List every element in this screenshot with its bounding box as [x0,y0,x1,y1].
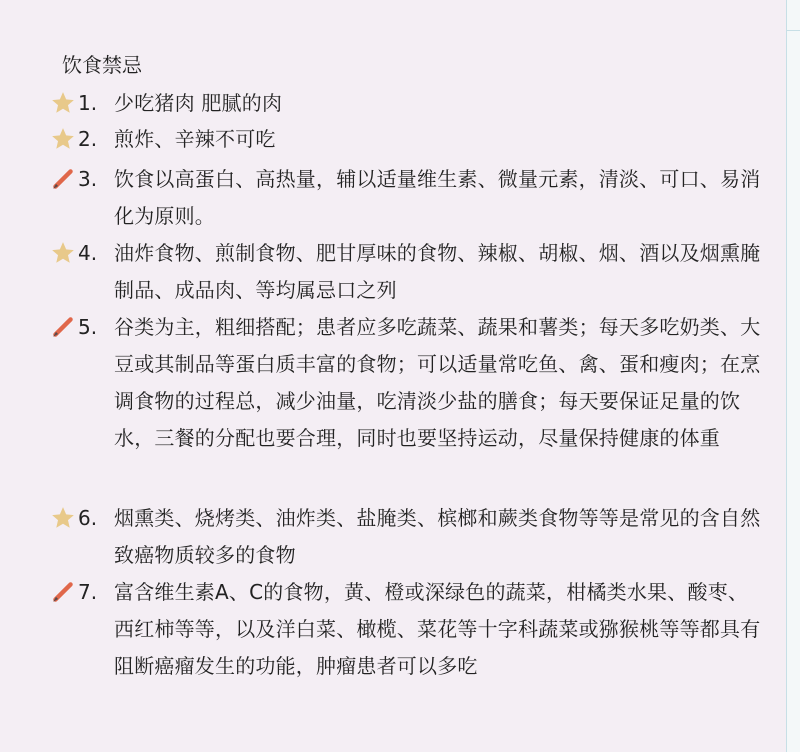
item-text: 少吃猪肉 肥腻的肉 [114,91,283,115]
pencil-icon [50,314,76,340]
pencil-icon [50,579,76,605]
item-text: 烟熏类、烧烤类、油炸类、盐腌类、槟榔和蕨类食物等等是常见的含自然致癌物质较多的食物 [114,506,761,567]
star-icon [50,240,76,266]
item-text: 煎炸、辛辣不可吃 [114,127,276,151]
page-title: 饮食禁忌 [62,53,142,77]
item-number: 3. [78,167,98,191]
pencil-icon [50,166,76,192]
item-number: 6. [78,506,98,530]
star-icon [50,90,76,116]
item-text: 饮食以高蛋白、高热量，辅以适量维生素、微量元素，清淡、可口、易消化为原则。 [114,167,761,228]
item-number: 4. [78,241,98,265]
item-text: 谷类为主，粗细搭配；患者应多吃蔬菜、蔬果和薯类；每天多吃奶类、大豆或其制品等蛋白质丰富的食物；可以适量常吃鱼、禽、蛋和瘦肉；在烹调食物的过程总，减少油量，吃清淡少盐的膳食；每天要保证足量的饮水，三餐的分配也要合理，同时也要坚持运动，尽量保持健康的体重 [114,315,761,450]
star-icon [50,126,76,152]
item-number: 5. [78,315,98,339]
item-text: 富含维生素A、C的食物，黄、橙或深绿色的蔬菜，柑橘类水果、酸枣、西红柿等等，以及洋白菜、橄榄、菜花等十字科蔬菜或猕猴桃等等都具有阻断癌瘤发生的功能，肿瘤患者可以多吃 [114,580,761,678]
scroll-panel-corner [787,30,800,31]
scroll-panel-edge [786,0,800,752]
item-number: 7. [78,580,98,604]
star-icon [50,505,76,531]
item-number: 2. [78,127,98,151]
item-text: 油炸食物、煎制食物、肥甘厚味的食物、辣椒、胡椒、烟、酒以及烟熏腌制品、成品肉、等均属忌口之列 [114,241,761,302]
item-number: 1. [78,91,98,115]
